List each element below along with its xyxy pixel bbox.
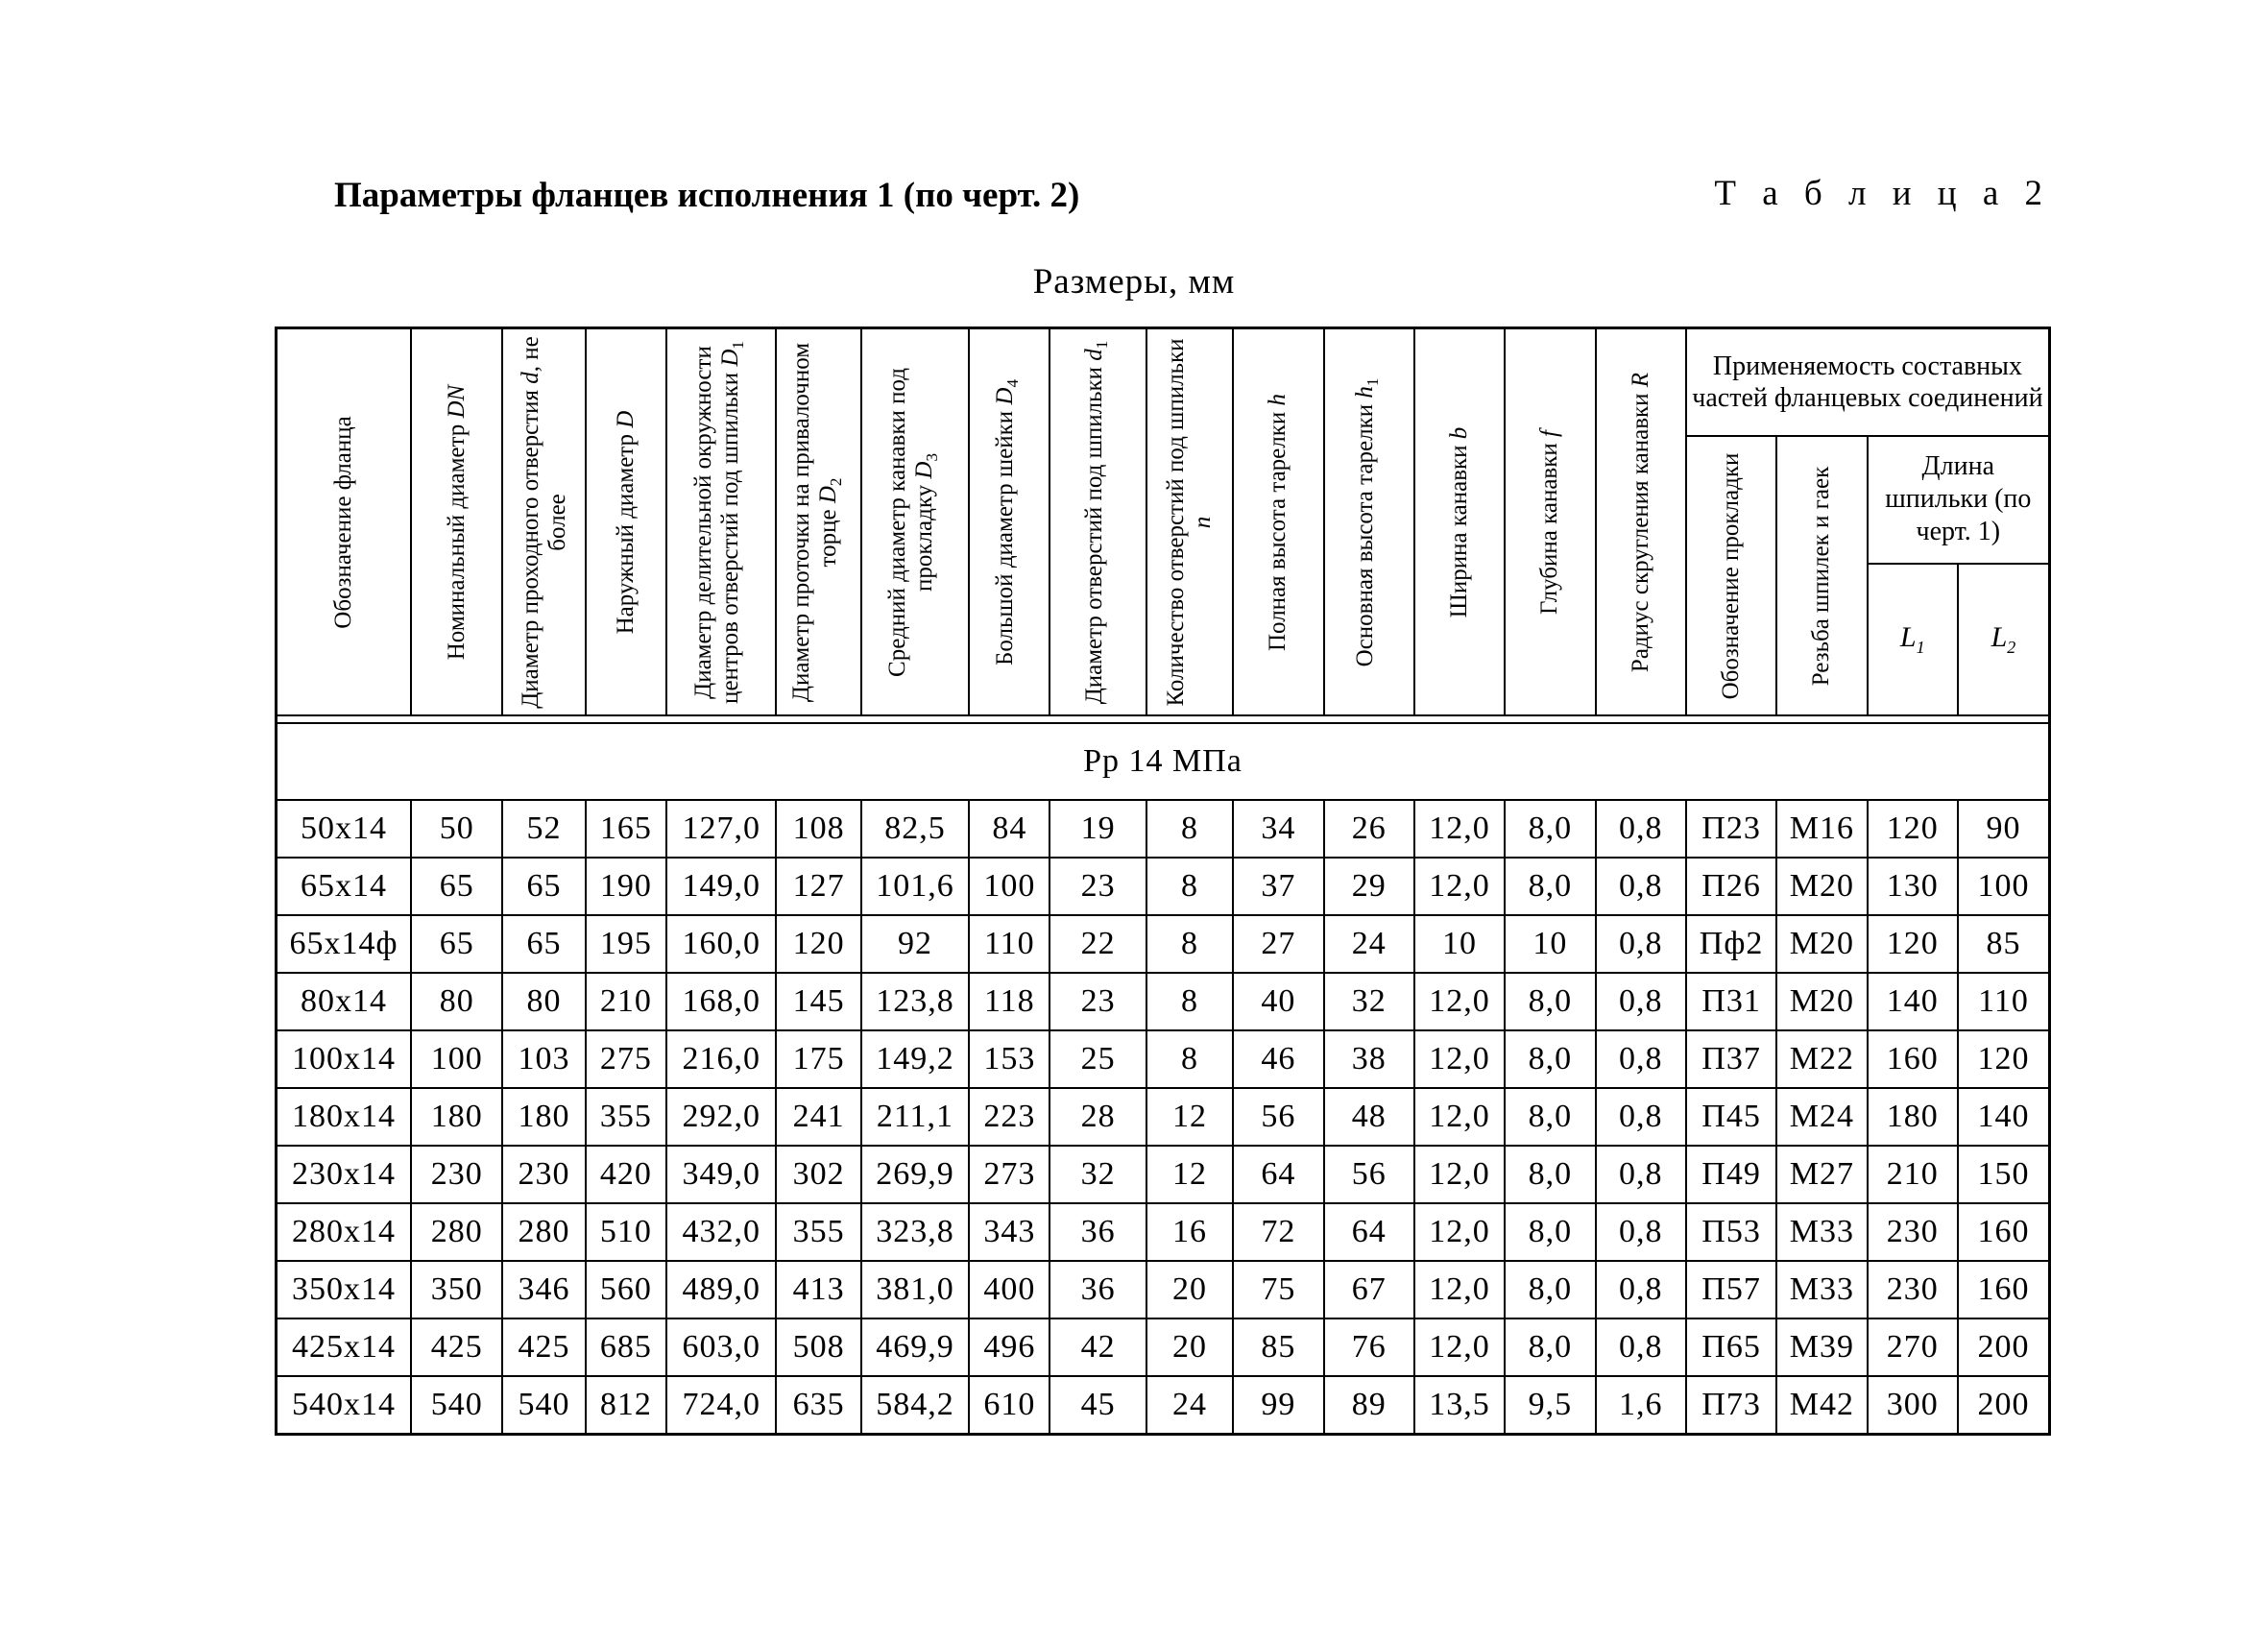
table-cell: 13,5 — [1414, 1376, 1505, 1435]
header-groove-depth: Глубина канавки f — [1505, 328, 1595, 716]
header-L2: $L_2$ — [1958, 564, 2050, 715]
table-cell: 349,0 — [666, 1146, 776, 1203]
table-cell: 12,0 — [1414, 1203, 1505, 1261]
table-cell: 32 — [1324, 973, 1414, 1030]
table-cell: 80x14 — [277, 973, 412, 1030]
table-cell: 400 — [969, 1261, 1050, 1318]
table-cell: 67 — [1324, 1261, 1414, 1318]
table-cell: 584,2 — [861, 1376, 969, 1435]
table-number: Т а б л и ц а 2 — [1714, 174, 2051, 213]
table-cell: 110 — [1958, 973, 2050, 1030]
table-cell: 12,0 — [1414, 1318, 1505, 1376]
table-cell: 101,6 — [861, 858, 969, 915]
table-cell: 10 — [1505, 915, 1595, 973]
table-title: Параметры фланцев исполнения 1 (по черт. 2) — [334, 176, 1080, 215]
table-cell: 26 — [1324, 800, 1414, 858]
table-cell: 292,0 — [666, 1088, 776, 1146]
table-cell: М20 — [1776, 858, 1867, 915]
table-cell: 103 — [502, 1030, 585, 1088]
table-cell: 469,9 — [861, 1318, 969, 1376]
header-designation: Обозначение фланца — [277, 328, 412, 716]
table-cell: 110 — [969, 915, 1050, 973]
flange-parameters-table — [275, 327, 2051, 1436]
header-groove-mean-diameter: Средний диаметр канавки под прокладку $D_3$ — [861, 328, 969, 716]
table-cell: 241 — [776, 1088, 860, 1146]
header-groove-radius: Радиус скругления канавки R — [1596, 328, 1686, 716]
table-cell: 165 — [586, 800, 666, 858]
table-cell: 120 — [1868, 800, 1958, 858]
table-cell: 8,0 — [1505, 1261, 1595, 1318]
table-cell: 432,0 — [666, 1203, 776, 1261]
table-cell: 8 — [1146, 1030, 1233, 1088]
table-cell: 350x14 — [277, 1261, 412, 1318]
table-cell: 127,0 — [666, 800, 776, 858]
table-cell: 175 — [776, 1030, 860, 1088]
table-cell: 123,8 — [861, 973, 969, 1030]
table-cell: 153 — [969, 1030, 1050, 1088]
table-cell: 48 — [1324, 1088, 1414, 1146]
table-cell: 145 — [776, 973, 860, 1030]
table-cell: 120 — [776, 915, 860, 973]
table-cell: М27 — [1776, 1146, 1867, 1203]
table-cell: 20 — [1146, 1318, 1233, 1376]
table-row — [277, 800, 2050, 858]
table-cell: 420 — [586, 1146, 666, 1203]
header-bolt-circle-diameter: Диаметр делительной окружности центров отверстий под шпильки $D_1$ — [666, 328, 776, 716]
table-cell: 160,0 — [666, 915, 776, 973]
table-cell: 89 — [1324, 1376, 1414, 1435]
table-row — [277, 1318, 2050, 1376]
table-row — [277, 858, 2050, 915]
table-cell: П53 — [1686, 1203, 1776, 1261]
table-cell: П49 — [1686, 1146, 1776, 1203]
table-cell: 230 — [502, 1146, 585, 1203]
table-cell: П26 — [1686, 858, 1776, 915]
table-cell: 85 — [1233, 1318, 1323, 1376]
table-cell: 510 — [586, 1203, 666, 1261]
table-cell: 92 — [861, 915, 969, 973]
table-cell: 75 — [1233, 1261, 1323, 1318]
pressure-section-label: Pp 14 МПа — [277, 723, 2050, 800]
table-cell: 25 — [1050, 1030, 1146, 1088]
table-cell: 302 — [776, 1146, 860, 1203]
table-cell: 230x14 — [277, 1146, 412, 1203]
table-cell: 273 — [969, 1146, 1050, 1203]
table-cell: 38 — [1324, 1030, 1414, 1088]
table-cell: 100 — [969, 858, 1050, 915]
table-cell: М20 — [1776, 915, 1867, 973]
table-cell: 52 — [502, 800, 585, 858]
table-cell: 180x14 — [277, 1088, 412, 1146]
header-applicability-group: Применяемость составных частей фланцевых соединений — [1686, 328, 2050, 437]
table-cell: 9,5 — [1505, 1376, 1595, 1435]
table-cell: 24 — [1146, 1376, 1233, 1435]
table-cell: 118 — [969, 973, 1050, 1030]
header-base-height: Основная высота тарелки $h_1$ — [1324, 328, 1414, 716]
table-cell: 323,8 — [861, 1203, 969, 1261]
table-cell: М33 — [1776, 1261, 1867, 1318]
table-cell: 270 — [1868, 1318, 1958, 1376]
table-cell: 130 — [1868, 858, 1958, 915]
table-cell: 489,0 — [666, 1261, 776, 1318]
table-cell: П57 — [1686, 1261, 1776, 1318]
table-cell: 80 — [502, 973, 585, 1030]
table-cell: 65x14 — [277, 858, 412, 915]
table-cell: 275 — [586, 1030, 666, 1088]
table-cell: 90 — [1958, 800, 2050, 858]
header-stud-length: Длина шпильки (по черт. 1) — [1868, 436, 2050, 564]
table-row — [277, 1376, 2050, 1435]
table-cell: 200 — [1958, 1376, 2050, 1435]
table-cell: М42 — [1776, 1376, 1867, 1435]
table-cell: 685 — [586, 1318, 666, 1376]
table-cell: 603,0 — [666, 1318, 776, 1376]
header-L1: $L_1$ — [1868, 564, 1958, 715]
table-cell: 12 — [1146, 1146, 1233, 1203]
table-cell: 0,8 — [1596, 973, 1686, 1030]
table-cell: 28 — [1050, 1088, 1146, 1146]
table-cell: 37 — [1233, 858, 1323, 915]
table-cell: 12,0 — [1414, 1088, 1505, 1146]
table-cell: 8,0 — [1505, 1318, 1595, 1376]
table-cell: П37 — [1686, 1030, 1776, 1088]
table-cell: 108 — [776, 800, 860, 858]
table-cell: 72 — [1233, 1203, 1323, 1261]
table-cell: 560 — [586, 1261, 666, 1318]
table-cell: 45 — [1050, 1376, 1146, 1435]
table-cell: 346 — [502, 1261, 585, 1318]
table-cell: Пф2 — [1686, 915, 1776, 973]
table-cell: 0,8 — [1596, 1318, 1686, 1376]
table-cell: 724,0 — [666, 1376, 776, 1435]
table-cell: 210 — [586, 973, 666, 1030]
table-cell: 540x14 — [277, 1376, 412, 1435]
table-cell: 230 — [1868, 1261, 1958, 1318]
table-cell: 0,8 — [1596, 1261, 1686, 1318]
table-cell: П73 — [1686, 1376, 1776, 1435]
table-cell: 65 — [411, 915, 502, 973]
table-cell: 12,0 — [1414, 800, 1505, 858]
table-cell: 425x14 — [277, 1318, 412, 1376]
table-cell: 8,0 — [1505, 973, 1595, 1030]
table-cell: М16 — [1776, 800, 1867, 858]
table-cell: 99 — [1233, 1376, 1323, 1435]
table-cell: П31 — [1686, 973, 1776, 1030]
table-cell: 230 — [1868, 1203, 1958, 1261]
table-cell: 56 — [1233, 1088, 1323, 1146]
table-cell: 160 — [1958, 1203, 2050, 1261]
table-cell: 34 — [1233, 800, 1323, 858]
table-cell: 22 — [1050, 915, 1146, 973]
table-cell: 211,1 — [861, 1088, 969, 1146]
table-cell: 610 — [969, 1376, 1050, 1435]
header-bore-diameter: Диаметр проходного отверстия d, не более — [502, 328, 585, 716]
table-cell: 8,0 — [1505, 800, 1595, 858]
table-cell: 65 — [411, 858, 502, 915]
table-cell: П65 — [1686, 1318, 1776, 1376]
table-cell: 0,8 — [1596, 915, 1686, 973]
table-cell: 350 — [411, 1261, 502, 1318]
table-cell: 0,8 — [1596, 1203, 1686, 1261]
table-cell: 149,0 — [666, 858, 776, 915]
table-cell: 65 — [502, 858, 585, 915]
header-neck-diameter: Большой диаметр шейки $D_4$ — [969, 328, 1050, 716]
table-cell: 496 — [969, 1318, 1050, 1376]
table-cell: 120 — [1868, 915, 1958, 973]
table-cell: 216,0 — [666, 1030, 776, 1088]
table-cell: 64 — [1233, 1146, 1323, 1203]
units-caption: Размеры, мм — [1032, 262, 1236, 302]
table-cell: 42 — [1050, 1318, 1146, 1376]
table-cell: П23 — [1686, 800, 1776, 858]
table-cell: 65 — [502, 915, 585, 973]
table-cell: 20 — [1146, 1261, 1233, 1318]
table-cell: 100 — [1958, 858, 2050, 915]
table-cell: 12,0 — [1414, 858, 1505, 915]
table-row — [277, 1261, 2050, 1318]
table-cell: М33 — [1776, 1203, 1867, 1261]
section-row — [277, 723, 2050, 800]
header-recess-diameter: Диаметр проточки на привалочном торце $D_2$ — [776, 328, 860, 716]
table-cell: 210 — [1868, 1146, 1958, 1203]
table-cell: 12,0 — [1414, 1146, 1505, 1203]
table-cell: 812 — [586, 1376, 666, 1435]
table-cell: 150 — [1958, 1146, 2050, 1203]
table-cell: 40 — [1233, 973, 1323, 1030]
table-cell: 280 — [411, 1203, 502, 1261]
table-cell: 23 — [1050, 973, 1146, 1030]
table-cell: 120 — [1958, 1030, 2050, 1088]
table-row — [277, 1030, 2050, 1088]
table-cell: 36 — [1050, 1203, 1146, 1261]
table-cell: 8,0 — [1505, 1030, 1595, 1088]
table-cell: 0,8 — [1596, 1146, 1686, 1203]
table-cell: 100 — [411, 1030, 502, 1088]
table-cell: 413 — [776, 1261, 860, 1318]
table-cell: 355 — [586, 1088, 666, 1146]
header-separator — [277, 715, 2050, 723]
table-cell: 195 — [586, 915, 666, 973]
table-cell: 160 — [1958, 1261, 2050, 1318]
table-cell: 425 — [502, 1318, 585, 1376]
table-row — [277, 1146, 2050, 1203]
table-cell: 10 — [1414, 915, 1505, 973]
table-cell: 269,9 — [861, 1146, 969, 1203]
table-cell: 8 — [1146, 858, 1233, 915]
table-cell: 180 — [411, 1088, 502, 1146]
table-cell: 381,0 — [861, 1261, 969, 1318]
table-cell: 635 — [776, 1376, 860, 1435]
table-cell: 50 — [411, 800, 502, 858]
table-cell: 8,0 — [1505, 1088, 1595, 1146]
table-cell: 36 — [1050, 1261, 1146, 1318]
table-cell: 76 — [1324, 1318, 1414, 1376]
header-groove-width: Ширина канавки b — [1414, 328, 1505, 716]
table-cell: 127 — [776, 858, 860, 915]
table-cell: 12 — [1146, 1088, 1233, 1146]
table-cell: 508 — [776, 1318, 860, 1376]
table-cell: 32 — [1050, 1146, 1146, 1203]
table-cell: 16 — [1146, 1203, 1233, 1261]
header-stud-hole-diameter: Диаметр отверстий под шпильки $d_1$ — [1050, 328, 1146, 716]
table-cell: 8,0 — [1505, 1203, 1595, 1261]
table-cell: 100x14 — [277, 1030, 412, 1088]
table-cell: 149,2 — [861, 1030, 969, 1088]
table-cell: 540 — [502, 1376, 585, 1435]
table-cell: 82,5 — [861, 800, 969, 858]
header-stud-hole-count: Количество отверстий под шпильки n — [1146, 328, 1233, 716]
table-cell: 8 — [1146, 800, 1233, 858]
table-cell: 425 — [411, 1318, 502, 1376]
table-cell: 180 — [502, 1088, 585, 1146]
table-cell: 12,0 — [1414, 1261, 1505, 1318]
table-cell: 180 — [1868, 1088, 1958, 1146]
table-cell: 85 — [1958, 915, 2050, 973]
table-cell: 0,8 — [1596, 858, 1686, 915]
table-cell: 140 — [1958, 1088, 2050, 1146]
table-cell: 160 — [1868, 1030, 1958, 1088]
header-thread: Резьба шпилек и гаек — [1776, 436, 1867, 715]
table-cell: 12,0 — [1414, 1030, 1505, 1088]
table-cell: 8 — [1146, 973, 1233, 1030]
table-cell: 540 — [411, 1376, 502, 1435]
table-cell: 140 — [1868, 973, 1958, 1030]
table-cell: 190 — [586, 858, 666, 915]
table-cell: 80 — [411, 973, 502, 1030]
table-cell: 168,0 — [666, 973, 776, 1030]
table-cell: 50x14 — [277, 800, 412, 858]
table-cell: 46 — [1233, 1030, 1323, 1088]
table-cell: 12,0 — [1414, 973, 1505, 1030]
table-cell: 300 — [1868, 1376, 1958, 1435]
table-row — [277, 915, 2050, 973]
table-cell: 1,6 — [1596, 1376, 1686, 1435]
table-cell: 0,8 — [1596, 800, 1686, 858]
table-cell: М39 — [1776, 1318, 1867, 1376]
table-cell: 230 — [411, 1146, 502, 1203]
table-cell: 84 — [969, 800, 1050, 858]
table-cell: 280 — [502, 1203, 585, 1261]
table-cell: 19 — [1050, 800, 1146, 858]
table-cell: 343 — [969, 1203, 1050, 1261]
table-cell: М22 — [1776, 1030, 1867, 1088]
table-cell: 56 — [1324, 1146, 1414, 1203]
table-cell: 0,8 — [1596, 1030, 1686, 1088]
header-nominal-diameter: Номинальный диаметр DN — [411, 328, 502, 716]
table-cell: 8 — [1146, 915, 1233, 973]
header-total-height: Полная высота тарелки h — [1233, 328, 1323, 716]
table-cell: 27 — [1233, 915, 1323, 973]
table-cell: 65x14ф — [277, 915, 412, 973]
table-cell: 29 — [1324, 858, 1414, 915]
table-cell: 223 — [969, 1088, 1050, 1146]
table-cell: 24 — [1324, 915, 1414, 973]
table-row — [277, 1203, 2050, 1261]
table-cell: 8,0 — [1505, 858, 1595, 915]
header-gasket: Обозначение прокладки — [1686, 436, 1776, 715]
table-row — [277, 1088, 2050, 1146]
table-cell: 8,0 — [1505, 1146, 1595, 1203]
table-cell: 0,8 — [1596, 1088, 1686, 1146]
table-cell: 23 — [1050, 858, 1146, 915]
table-cell: 200 — [1958, 1318, 2050, 1376]
table-cell: 64 — [1324, 1203, 1414, 1261]
table-cell: 280x14 — [277, 1203, 412, 1261]
table-cell: М24 — [1776, 1088, 1867, 1146]
header-outer-diameter: Наружный диаметр D — [586, 328, 666, 716]
table-cell: П45 — [1686, 1088, 1776, 1146]
table-row — [277, 973, 2050, 1030]
table-cell: 355 — [776, 1203, 860, 1261]
table-cell: М20 — [1776, 973, 1867, 1030]
